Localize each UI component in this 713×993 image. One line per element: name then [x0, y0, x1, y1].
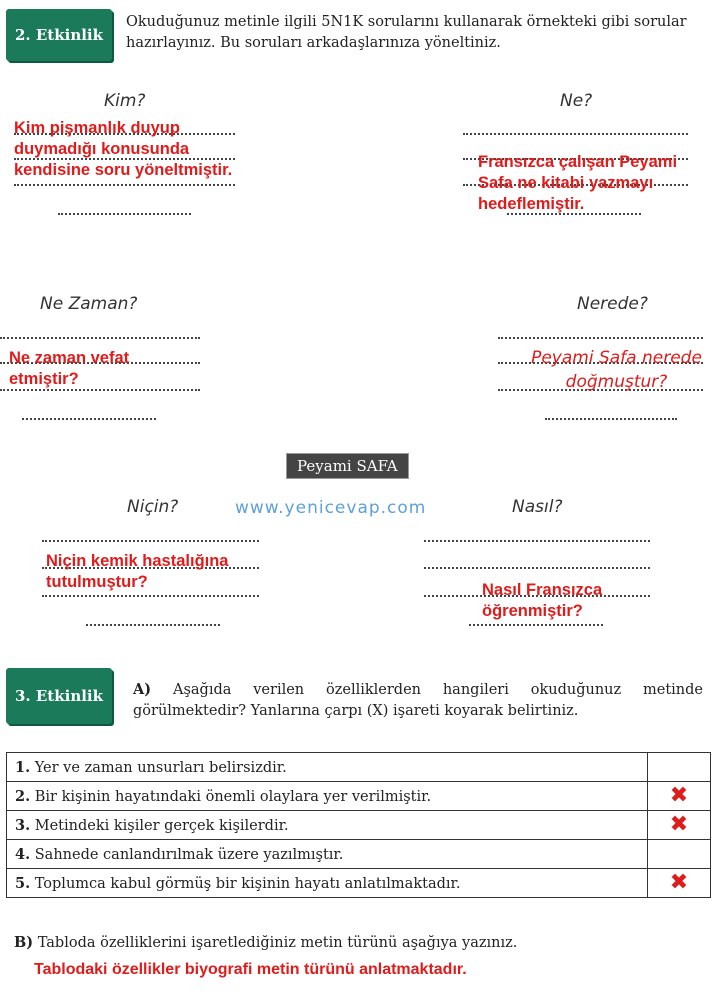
dotted-line [545, 418, 677, 420]
question-nerede-label: Nerede? [577, 294, 648, 314]
table-row [7, 753, 711, 782]
dotted-line [14, 184, 235, 186]
property-cell [7, 811, 648, 840]
table-row [7, 782, 711, 811]
dotted-line [42, 595, 259, 597]
property-number: 2. [15, 787, 31, 805]
property-cell [7, 753, 648, 782]
dotted-line [86, 624, 220, 626]
activity-3-part-b [14, 932, 704, 954]
part-b-text: Tabloda özelliklerini işaretlediğiniz metin türünü aşağıya yazınız. [37, 935, 518, 951]
table-row [7, 840, 711, 869]
answer-nerede: Peyami Safa nerede doğmuştur? [531, 348, 702, 392]
property-text: Toplumca kabul görmüş bir kişinin hayatı anlatılmaktadır. [34, 875, 461, 892]
watermark: www.yenicevap.com [235, 498, 427, 518]
dotted-line [498, 337, 703, 339]
mark-cell[interactable] [648, 782, 711, 811]
table-row [7, 811, 711, 840]
photo-caption: Peyami SAFA [286, 453, 409, 479]
x-mark-icon: ✖ [669, 870, 689, 895]
dotted-line [0, 337, 200, 339]
property-number: 1. [15, 758, 31, 776]
dotted-line [463, 133, 688, 135]
answer-kim: Kim pişmanlık duyup duymadığı konusunda kendisine soru yöneltmiştir. [14, 119, 233, 179]
answer-ne: Fransızca çalışan Peyami Safa ne kitabi yazmayı hedeflemiştir. [478, 153, 678, 213]
dotted-line [469, 624, 603, 626]
answer-nasil: Nasıl Fransızca öğrenmiştir? [482, 581, 603, 620]
activity-3-badge: 3. Etkinlik [6, 668, 112, 724]
answer-nezaman: Ne zaman vefat etmiştir? [9, 349, 130, 388]
dotted-line [424, 567, 650, 569]
mark-cell[interactable] [648, 811, 711, 840]
part-a-label: A) [133, 681, 152, 698]
dotted-line [42, 540, 259, 542]
property-text: Bir kişinin hayatındaki önemli olaylara yer verilmiştir. [34, 788, 432, 805]
property-cell [7, 782, 648, 811]
question-ne-label: Ne? [560, 91, 593, 111]
part-b-label: B) [14, 934, 34, 951]
property-number: 5. [15, 874, 31, 892]
question-nasil-label: Nasıl? [512, 497, 563, 517]
dotted-line [58, 213, 191, 215]
property-number: 3. [15, 816, 31, 834]
peyami-safa-portrait [235, 193, 445, 458]
mark-cell[interactable] [648, 869, 711, 898]
mark-cell[interactable] [648, 840, 711, 869]
dotted-line [22, 418, 156, 420]
property-number: 4. [15, 845, 31, 863]
property-text: Sahnede canlandırılmak üzere yazılmıştır. [34, 846, 344, 863]
question-nicin-label: Niçin? [127, 497, 179, 517]
property-text: Metindeki kişiler gerçek kişilerdir. [34, 817, 289, 834]
question-kim-label: Kim? [104, 91, 146, 111]
question-nezaman-label: Ne Zaman? [40, 294, 138, 314]
answer-nicin: Niçin kemik hastalığına tutulmuştur? [46, 552, 229, 591]
x-mark-icon: ✖ [669, 812, 689, 837]
properties-table [6, 752, 711, 898]
activity-3-part-a [133, 679, 703, 722]
activity-2-instruction: Okuduğunuz metinle ilgili 5N1K sorularını kullanarak örnekteki gibi sorular hazırlayınız. Bu soruları arkadaşlarınıza yöneltiniz. [126, 14, 687, 51]
property-text: Yer ve zaman unsurları belirsizdir. [34, 759, 287, 776]
mark-cell[interactable] [648, 753, 711, 782]
dotted-line [424, 540, 650, 542]
property-cell [7, 840, 648, 869]
property-cell [7, 869, 648, 898]
part-a-text: Aşağıda verilen özelliklerden hangileri okuduğunuz metinde görülmektedir? Yanlarına çarpı (X) işareti koyarak belirtiniz. [133, 682, 703, 719]
activity-2-badge: 2. Etkinlik [6, 9, 112, 61]
x-mark-icon: ✖ [669, 783, 689, 808]
table-row [7, 869, 711, 898]
part-b-answer: Tablodaki özellikler biyografi metin türünü anlatmaktadır. [34, 961, 467, 978]
